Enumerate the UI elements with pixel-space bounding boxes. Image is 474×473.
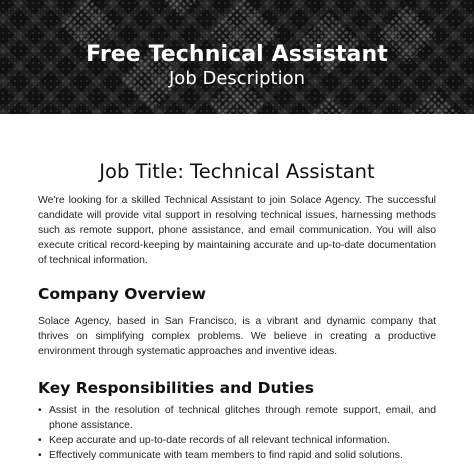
duty-text: Keep accurate and up-to-date records of all relevant technical information. bbox=[49, 435, 390, 446]
duty-item bbox=[38, 403, 436, 433]
header-banner bbox=[0, 0, 474, 114]
job-title-heading: Job Title: Technical Assistant bbox=[99, 160, 375, 183]
document-body bbox=[38, 160, 436, 463]
intro-paragraph: We're looking for a skilled Technical Assistant to join Solace Agency. The successful candidate will provide vital support in resolving technical issues, harnessing methods such as remote support, phone assistance, and email communication. You will also execute critical record-keeping by maintaining accurate and up-to-date documentation of technical information. bbox=[38, 195, 436, 266]
banner-subtitle: Job Description bbox=[169, 68, 305, 89]
company-overview-paragraph: Solace Agency, based in San Francisco, is a vibrant and dynamic company that thrives on simplifying complex problems. We believe in creating a productive environment through systematic approaches and inventive ideas. bbox=[38, 316, 436, 357]
duty-text: Effectively communicate with team members to find rapid and solid solutions. bbox=[49, 450, 403, 461]
bullet-icon: • bbox=[38, 435, 42, 446]
duty-item bbox=[38, 448, 436, 463]
company-overview-heading: Company Overview bbox=[38, 285, 206, 303]
banner-title: Free Technical Assistant bbox=[86, 42, 388, 67]
duties-list bbox=[38, 403, 436, 463]
duty-text: Assist in the resolution of technical glitches through remote support, email, and phone assistance. bbox=[49, 405, 436, 431]
duties-heading: Key Responsibilities and Duties bbox=[38, 379, 314, 397]
duty-item bbox=[38, 433, 436, 448]
bullet-icon: • bbox=[38, 405, 42, 416]
bullet-icon: • bbox=[38, 450, 42, 461]
